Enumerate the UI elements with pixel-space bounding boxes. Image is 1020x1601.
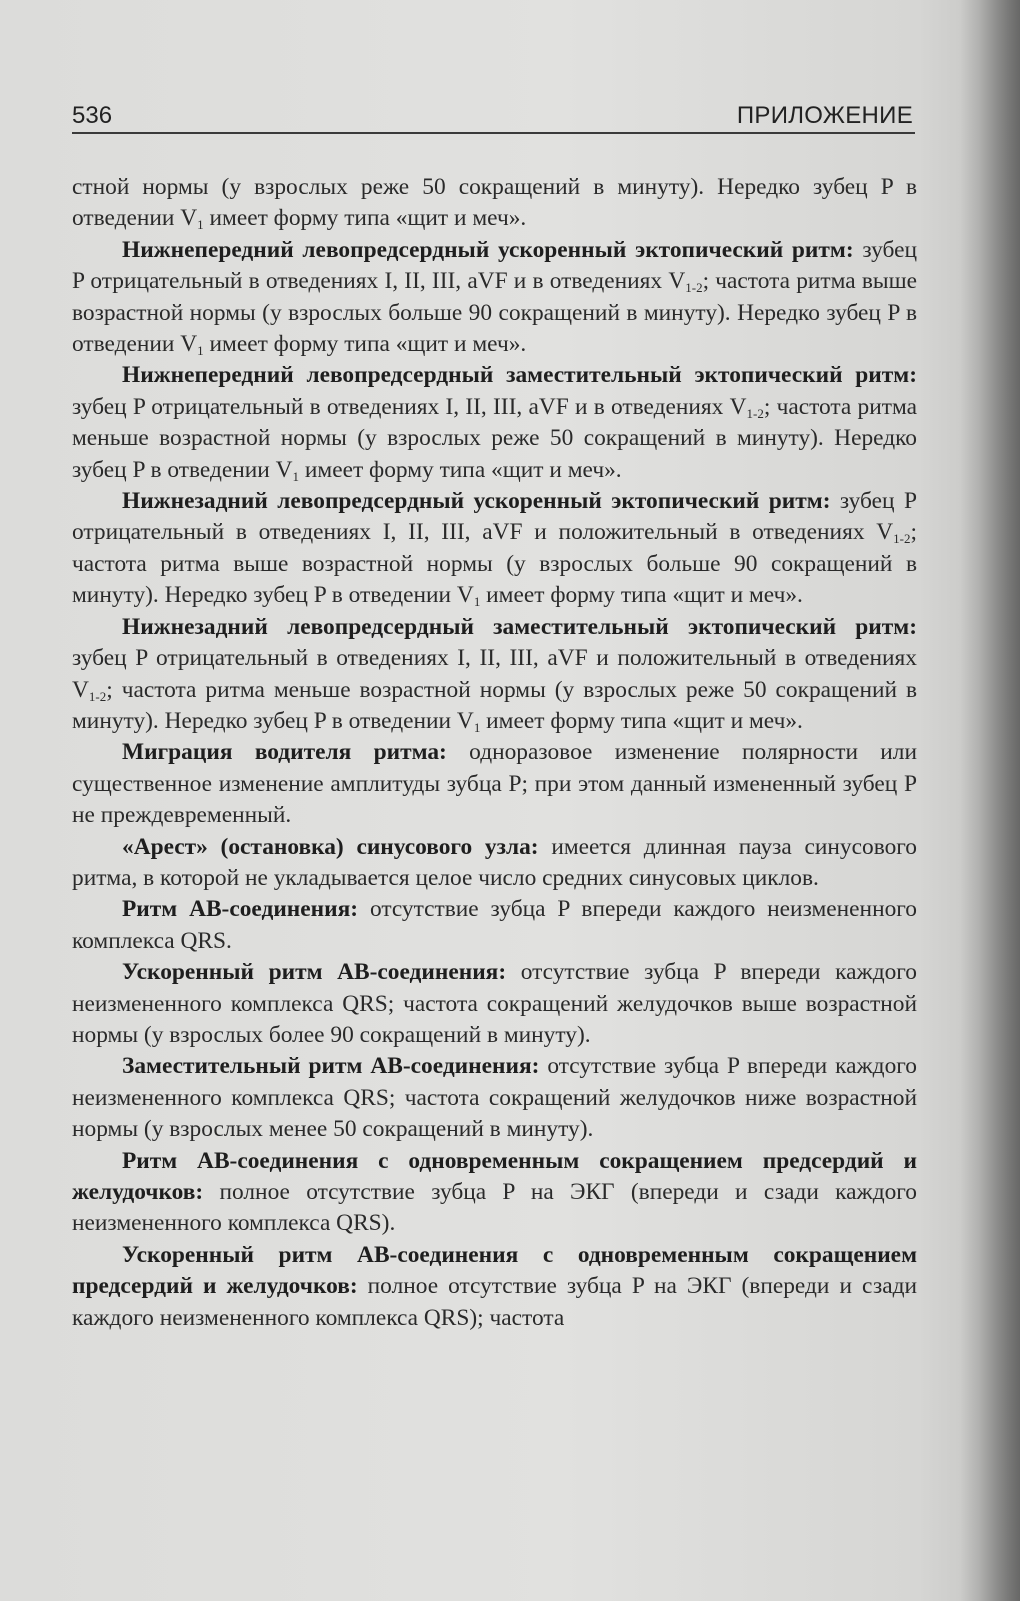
paragraph-9	[72, 957, 917, 1051]
term-heading: «Арест» (остановка) синусового узла:	[122, 833, 539, 860]
running-header	[72, 102, 915, 134]
paragraph-text: одноразовое изменение полярности или существенное изменение амплитуды зубца P; при этом данный измененный зубец P не преждевременный.	[72, 739, 918, 829]
term-heading: Ускоренный ритм АВ-соединения с одновременным сокращением предсердий и желудочков:	[72, 1241, 917, 1300]
paragraph-text: ; частота ритма меньше возрастной нормы (у взрослых реже 50 сокращений в минуту). Нередко зубец P в отведении V	[72, 393, 917, 483]
paragraph-text: полное отсутствие зубца P на ЭКГ (впереди и сзади каждого неизмененного комплекса QRS).	[72, 1179, 917, 1237]
paragraph-text: ; частота ритма выше возрастной нормы (у взрослых больше 90 сокращений в минуту). Нередко зубец P в отведении V	[72, 268, 918, 358]
paragraph-text: имеет форму типа «щит и меч».	[299, 456, 622, 483]
paragraph-3	[72, 360, 917, 486]
paragraph-text: ; частота ритма выше возрастной нормы (у взрослых больше 90 сокращений в минуту). Нередко зубец P в отведении V	[72, 519, 917, 609]
term-heading: Ускоренный ритм АВ-соединения:	[122, 959, 507, 986]
paragraph-2	[72, 235, 917, 361]
term-heading: Нижнезадний левопредсердный заместительный эктопический ритм:	[122, 613, 917, 640]
paragraph-text: отсутствие зубца P впереди каждого неизмененного комплекса QRS; частота сокращений желудочков выше возрастной нормы (у взрослых более 90 сокращений в минуту).	[72, 959, 917, 1048]
paragraph-text: имеет форму типа «щит и меч».	[203, 205, 527, 232]
subscript: 1-2	[893, 531, 911, 547]
section-title: ПРИЛОЖЕНИЕ	[736, 102, 913, 129]
paragraph-5	[72, 612, 917, 738]
term-heading: Заместительный ритм АВ-соединения:	[122, 1053, 540, 1080]
term-heading: Нижнепередний левопредсердный заместительный эктопический ритм:	[122, 362, 917, 389]
term-heading: Ритм АВ-соединения с одновременным сокращением предсердий и желудочков:	[72, 1147, 917, 1205]
term-heading: Миграция водителя ритма:	[122, 739, 447, 766]
paragraph-4	[72, 486, 917, 612]
subscript: 1	[292, 468, 300, 484]
paragraph-text: имеет форму типа «щит и меч».	[480, 582, 803, 609]
paragraph-text: зубец P отрицательный в отведениях I, II, III, aVF и положительный в отведениях V	[72, 645, 917, 703]
paragraph-text: отсутствие зубца P впереди каждого неизмененного комплекса QRS; частота сокращений желудочков ниже возрастной нормы (у взрослых менее 50 сокращений в минуту).	[72, 1053, 917, 1143]
paragraph-text: зубец P отрицательный в отведениях I, II, III, aVF и положительный в отведениях V	[72, 488, 917, 546]
paragraph-1	[72, 172, 917, 235]
subscript: 1	[473, 719, 481, 735]
paragraph-text: зубец P отрицательный в отведениях I, II, III, aVF и в отведениях V	[72, 393, 747, 420]
paragraph-12	[72, 1240, 917, 1334]
book-spine-shadow	[960, 0, 1020, 1601]
subscript: 1	[473, 594, 481, 610]
paragraph-7	[72, 832, 917, 895]
paragraph-text: полное отсутствие зубца P на ЭКГ (впереди и сзади каждого неизмененного комплекса QRS); частота	[72, 1273, 917, 1331]
subscript: 1	[197, 217, 204, 233]
paragraph-text: отсутствие зубца P впереди каждого неизмененного комплекса QRS.	[72, 896, 917, 954]
body-text	[72, 172, 917, 1334]
paragraph-10	[72, 1051, 917, 1145]
term-heading: Ритм АВ-соединения:	[122, 896, 359, 923]
paragraph-text: ; частота ритма меньше возрастной нормы (у взрослых реже 50 сокращений в минуту). Нередко зубец P в отведении V	[72, 676, 917, 734]
term-heading: Нижнезадний левопредсердный ускоренный эктопический ритм:	[122, 488, 831, 515]
paragraph-text: имеет форму типа «щит и меч».	[480, 707, 803, 734]
paragraph-8	[72, 894, 917, 957]
subscript: 1-2	[746, 405, 764, 421]
paragraph-text: имеет форму типа «щит и меч».	[203, 331, 527, 358]
subscript: 1	[197, 343, 204, 359]
term-heading: Нижнепередний левопредсердный ускоренный эктопический ритм:	[122, 236, 854, 263]
paragraph-text: имеется длинная пауза синусового ритма, в которой не укладывается целое число средних синусовых циклов.	[72, 833, 917, 891]
paragraph-6	[72, 737, 917, 831]
page-number: 536	[72, 102, 113, 129]
paragraph-text: стной нормы (у взрослых реже 50 сокращений в минуту). Нередко зубец P в отведении V	[72, 174, 917, 232]
paragraph-11	[72, 1146, 917, 1240]
paragraph-text: зубец P отрицательный в отведениях I, II, III, aVF и в отведениях V	[72, 236, 917, 295]
subscript: 1-2	[685, 280, 703, 296]
subscript: 1-2	[88, 688, 107, 704]
